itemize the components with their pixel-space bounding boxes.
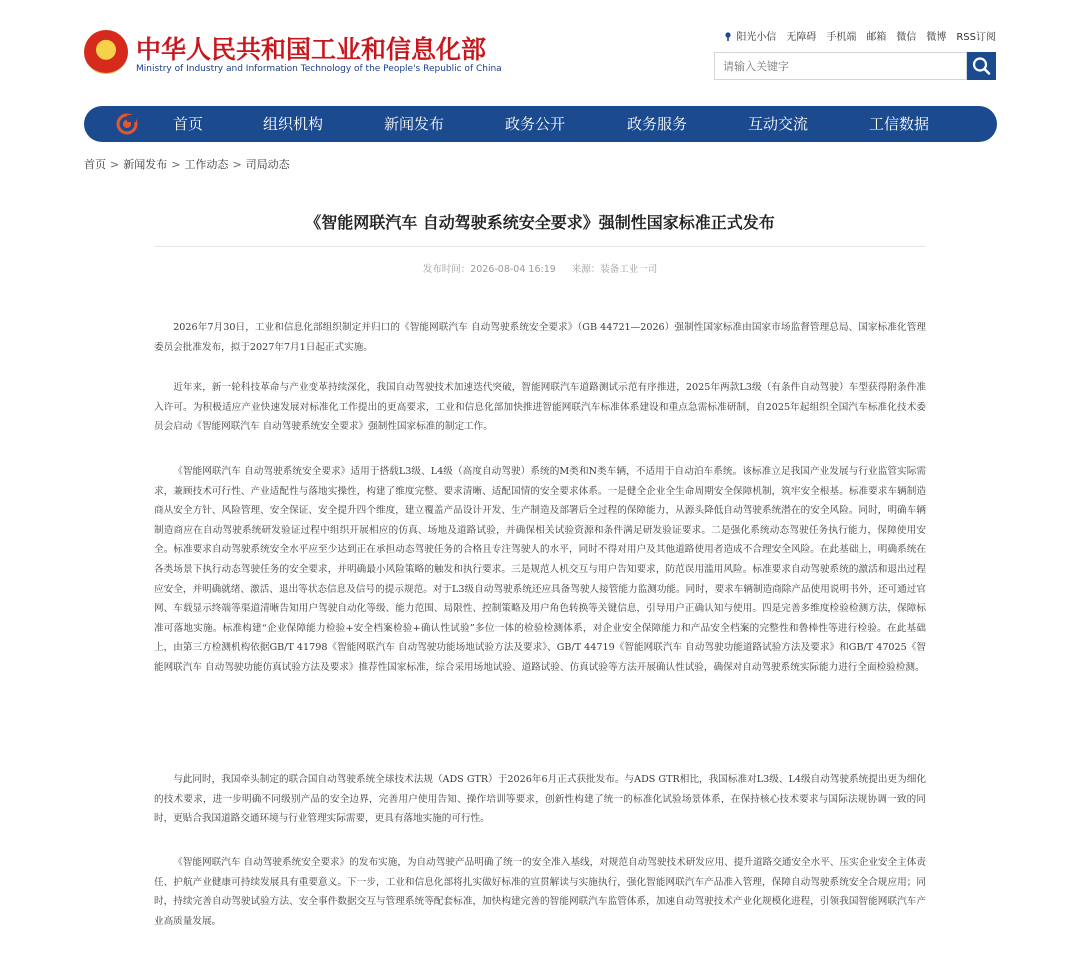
site-subtitle: Ministry of Industry and Information Technology of the People's Republic of China [136, 64, 502, 74]
nav-item-data[interactable]: 工信数据 [868, 115, 929, 133]
article-paragraph: 近年来，新一轮科技革命与产业变革持续深化，我国自动驾驶技术加速迭代突破，智能网联汽车道路测试示范有序推进，2025年两款L3级（有条件自动驾驶）车型获得附条件准入许可。为积极适应产业快速发展对标准化工作提出的更高要求，工业和信息化部加快推进智能网联汽车标准体系建设和重点急需标准研制，自2025年起组织全国汽车标准化技术委员会启动《智能网联汽车 自动驾驶系统安全要求》强制性国家标准的制定工作。 [154, 382, 926, 433]
nav-item-interaction[interactable]: 互动交流 [747, 115, 808, 133]
nav-item-gov-affairs[interactable]: 政务公开 [504, 115, 565, 133]
nav-item-organization[interactable]: 组织机构 [262, 115, 323, 133]
site-header [0, 0, 1080, 100]
top-link-wechat[interactable]: 微信 [896, 32, 917, 43]
article-paragraph: 《智能网联汽车 自动驾驶系统安全要求》的发布实施，为自动驾驶产品明确了统一的安全准入基线，对规范自动驾驶技术研发应用、提升道路交通安全水平、压实企业安全主体责任、护航产业健康可持续发展具有重要意义。下一步，工业和信息化部将扎实做好标准的宣贯解读与实施执行，强化智能网联汽车产品准入管理，保障自动驾驶系统安全合规应用；同时，持续完善自动驾驶试验方法、安全事件数据交互与管理系统等配套标准，加快构建完善的智能网联汽车监管体系，加速自动驾驶技术产业化规模化进程，引领我国智能网联汽车产业高质量发展。 [154, 857, 926, 927]
national-emblem-icon [84, 30, 128, 74]
miit-logo-icon [116, 113, 138, 135]
publish-time: 发布时间：2026-08-04 16:19 [422, 264, 556, 275]
breadcrumb-separator: > [110, 158, 120, 171]
search-button[interactable] [967, 52, 996, 80]
breadcrumb-home[interactable]: 首页 [84, 158, 106, 171]
article-paragraph: 2026年7月30日，工业和信息化部组织制定并归口的《智能网联汽车 自动驾驶系统安全要求》（GB 44721—2026）强制性国家标准由国家市场监督管理总局、国家标准化管理委员会批准发布，拟于2027年7月1日起正式实施。 [154, 322, 926, 353]
nav-item-news[interactable]: 新闻发布 [383, 115, 444, 133]
top-link-weibo[interactable]: 微博 [926, 32, 947, 43]
article-title: 《智能网联汽车 自动驾驶系统安全要求》强制性国家标准正式发布 [305, 213, 775, 232]
top-links [723, 28, 996, 43]
breadcrumb-dept-news[interactable]: 司局动态 [245, 158, 290, 171]
article-paragraph: 《智能网联汽车 自动驾驶系统安全要求》适用于搭载L3级、L4级（高度自动驾驶）系统的M类和N类车辆，不适用于自动泊车系统。该标准立足我国产业发展与行业监管实际需求，兼顾技术可行性、产业适配性与落地实操性，构建了维度完整、要求清晰、适配国情的安全要求体系。一是健全企业全生命周期安全保障机制，筑牢安全根基。标准要求车辆制造商从安全方针、风险管理、安全保证、安全提升四个维度，建立覆盖产品设计开发、生产制造及部署后全过程的保障能力，从源头降低自动驾驶系统潜在的安全风险。同时，明确车辆制造商应在自动驾驶系统研发验证过程中组织开展相应的仿真、场地及道路试验，并确保相关试验资源和条件满足研发验证要求。二是强化系统动态驾驶任务执行能力，保障使用安全。标准要求自动驾驶系统安全水平应至少达到正在承担动态驾驶任务的合格且专注驾驶人的水平，同时不得对用户及其他道路使用者造成不合理安全风险。在此基础上，明确系统在各类场景下执行动态驾驶任务的安全要求，并明确最小风险策略的触发和执行要求。三是规范人机交互与用户告知要求，防范误用滥用风险。标准要求自动驾驶系统的激活和退出过程应安全，并明确就绪、激活、退出等状态信息及信号的提示规范。对于L3级自动驾驶系统还应具备驾驶人接管能力监测功能。同时，要求车辆制造商除产品使用说明书外，还可通过官网、车载显示终端等渠道清晰告知用户驾驶自动化等级、能力范围、局限性、控制策略及用户角色转换等关键信息，引导用户正确认知与使用。四是完善多维度检验检测方法，保障标准可落地实施。标准构建“企业保障能力检验+安全档案检验+确认性试验”多位一体的检验检测体系，对企业安全保障能力和产品安全档案的完整性和鲁棒性等进行检验。在此基础上，由第三方检测机构依据GB/T 41798《智能网联汽车 自动驾驶功能场地试验方法及要求》、GB/T 44719《智能网联汽车 自动驾驶功能道路试验方法及要求》和GB/T 47025《智能网联汽车 自动驾驶功能仿真试验方法及要求》推荐性国家标准，综合采用场地试验、道路试验、仿真试验等方法开展确认性试验，确保对自动驾驶系统实际能力进行全面检验检测。 [154, 466, 926, 673]
nav-item-home[interactable]: 首页 [172, 115, 203, 133]
breadcrumb-work-news[interactable]: 工作动态 [184, 158, 229, 171]
top-link-rss[interactable]: RSS订阅 [956, 32, 996, 43]
top-link-mail[interactable]: 邮箱 [866, 32, 887, 43]
top-link-accessibility[interactable]: 无障碍 [786, 32, 817, 43]
top-link-sunshine[interactable]: 阳光小信 [723, 28, 776, 43]
article-source: 来源：装备工业一司 [571, 264, 658, 275]
breadcrumb-news[interactable]: 新闻发布 [123, 158, 168, 171]
nav-item-services[interactable]: 政务服务 [626, 115, 687, 133]
article-paragraph: 与此同时，我国牵头制定的联合国自动驾驶系统全球技术法规（ADS GTR）于2026年6月正式获批发布。与ADS GTR相比，我国标准对L3级、L4级自动驾驶系统提出更为细化的技术要求，进一步明确不同级别产品的安全边界，完善用户使用告知、操作培训等要求，创新性构建了统一的标准化试验场景体系，在保持核心技术要求与国际法规协调一致的同时，更贴合我国道路交通环境与行业管理实际需要，更具有落地实施的可行性。 [154, 774, 926, 825]
article-meta [0, 261, 1080, 275]
sun-icon [723, 31, 733, 41]
site-title[interactable]: 中华人民共和国工业和信息化部 [136, 35, 487, 64]
top-link-mobile[interactable]: 手机端 [826, 32, 857, 43]
title-divider [154, 246, 926, 247]
breadcrumb-separator: > [171, 158, 181, 171]
breadcrumb-separator: > [232, 158, 242, 171]
search-input[interactable] [714, 52, 967, 80]
search-icon [967, 52, 996, 80]
breadcrumb [84, 156, 290, 172]
main-nav [84, 106, 997, 142]
